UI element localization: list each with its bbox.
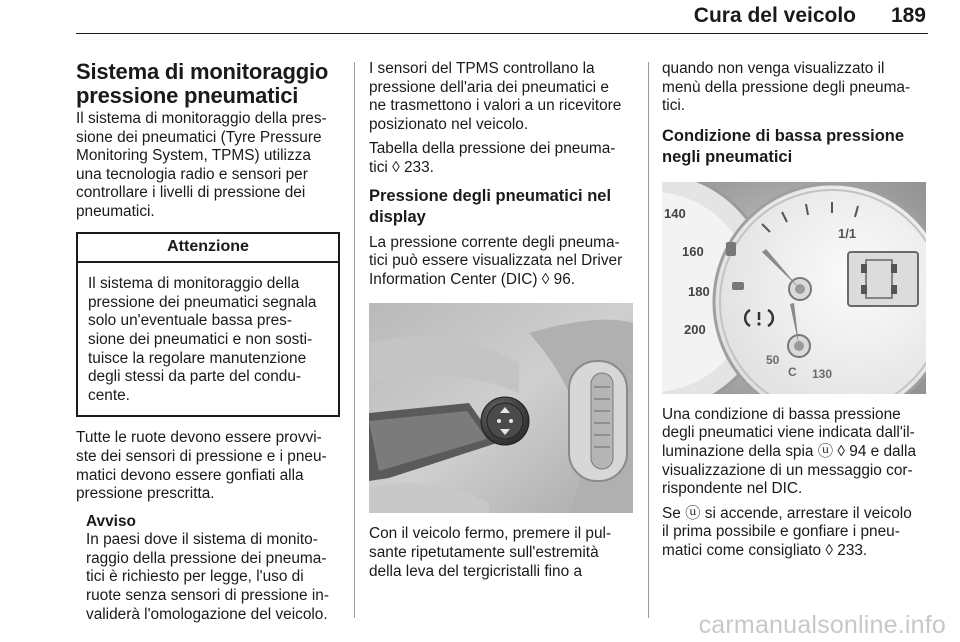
column-3 bbox=[662, 60, 928, 561]
intro-paragraph: Il sistema di monitoraggio della pres- sione dei pneumatici (Tyre Pressure Monitoring System, TPMS) utilizza una tecnologia radio e sensori per controllare i livelli di pressione dei pneumatici. bbox=[76, 110, 327, 220]
column-2 bbox=[369, 60, 637, 581]
section-heading: Sistema di monitoraggio pressione pneumatici bbox=[76, 59, 329, 108]
svg-text:200: 200 bbox=[684, 321, 706, 337]
note-title: Avviso bbox=[86, 512, 136, 530]
low-pressure-heading: Condizione di bassa pressione negli pneumatici bbox=[662, 126, 905, 166]
note-text: In paesi dove il sistema di monito- raggio della pressione dei pneuma- tici è richiesto per legge, l'uso di ruote senza sensori di pressione in- validerà l'omologazione del veicolo. bbox=[86, 531, 329, 623]
attention-box bbox=[76, 232, 340, 418]
section-title: Cura del veicolo bbox=[693, 4, 856, 27]
wiper-lever-photo bbox=[369, 303, 633, 513]
wheel-sensor-paragraph: Tutte le ruote devono essere provvi- ste dei sensori di pressione e i pneu- matici devono essere gonfiati alla pressione prescritta. bbox=[76, 429, 327, 503]
note-block bbox=[76, 513, 346, 625]
action-paragraph: Se ⓤ si accende, arrestare il veicolo il prima possibile e gonfiare i pneu- matici come consigliato ◊ 233. bbox=[662, 504, 912, 559]
svg-text:130: 130 bbox=[812, 366, 833, 381]
display-heading: Pressione degli pneumatici nel display bbox=[369, 186, 612, 226]
instrument-cluster-photo bbox=[662, 182, 926, 394]
column-1 bbox=[76, 60, 346, 624]
wiper-button-paragraph: Con il veicolo fermo, premere il pul- sante ripetutamente sull'estremità della leva del tergicristalli fino a bbox=[369, 525, 612, 580]
pressure-table-reference: Tabella della pressione dei pneuma- tici ◊ 233. bbox=[369, 140, 616, 176]
column-divider bbox=[648, 62, 649, 618]
warning-light-paragraph: Una condizione di bassa pressione degli pneumatici viene indicata dall'il- luminazione della spia ⓤ ◊ 94 e dalla visualizzazione di un messaggio cor- rispondente nel DIC. bbox=[662, 405, 917, 498]
svg-text:180: 180 bbox=[688, 283, 710, 299]
attention-title: Attenzione bbox=[78, 234, 338, 264]
svg-text:C: C bbox=[788, 364, 797, 379]
svg-text:50: 50 bbox=[766, 352, 780, 367]
tpms-sensor-paragraph: I sensori del TPMS controllano la pressione dell'aria dei pneumatici e ne trasmettono i valori a un ricevitore posizionato nel veicolo. bbox=[369, 60, 622, 133]
watermark: carmanualsonline.info bbox=[698, 611, 946, 639]
dic-paragraph: La pressione corrente degli pneuma- tici può essere visualizzata nel Driver Information Center (DIC) ◊ 96. bbox=[369, 233, 623, 288]
svg-text:140: 140 bbox=[664, 205, 686, 221]
menu-paragraph: quando non venga visualizzato il menù della pressione degli pneuma- tici. bbox=[662, 60, 911, 115]
page-number: 189 bbox=[890, 4, 926, 27]
header-rule bbox=[76, 33, 928, 34]
svg-text:160: 160 bbox=[682, 243, 704, 259]
attention-text: Il sistema di monitoraggio della pressione dei pneumatici segnala solo un'eventuale bassa pres- sione dei pneumatici e non sosti- tuisce la regolare manutenzione degli stessi da parte del condu- cente. bbox=[88, 275, 317, 404]
column-divider bbox=[354, 62, 355, 618]
svg-text:1/1: 1/1 bbox=[838, 225, 857, 241]
